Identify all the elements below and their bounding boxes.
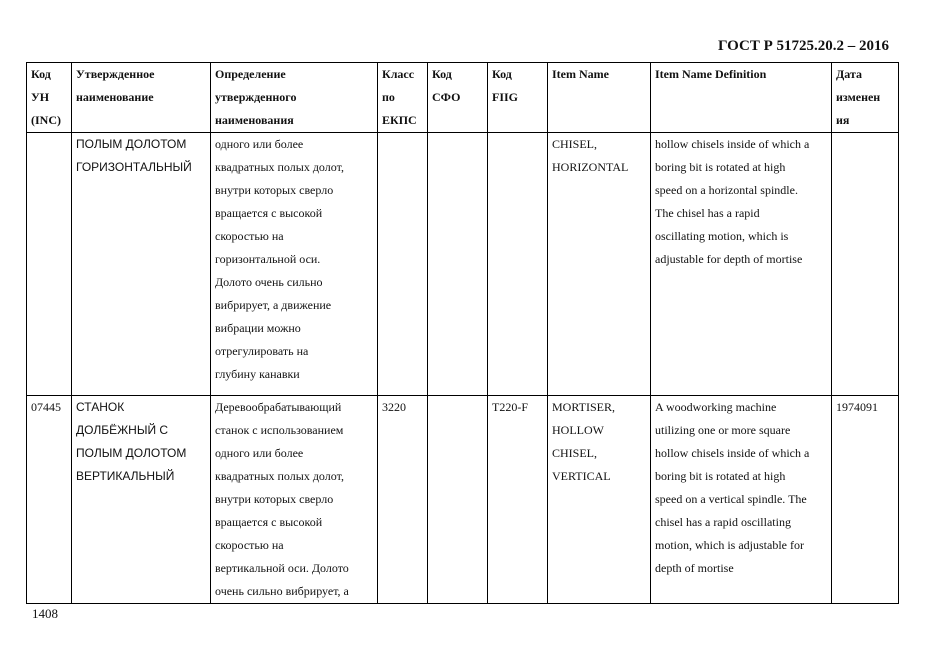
- cell-approved-name: [72, 133, 211, 396]
- cell-item-name-definition: [651, 396, 832, 604]
- cell-line: boring bit is rotated at high: [655, 160, 786, 174]
- cell-line: вертикальной оси. Долото: [215, 561, 349, 575]
- cell-line: chisel has a rapid oscillating: [655, 515, 791, 529]
- cell-fiig-code: [488, 133, 548, 396]
- catalog-table: [26, 62, 899, 604]
- cell-line: внутри которых сверло: [215, 492, 334, 506]
- cell-line: внутри которых сверло: [215, 183, 334, 197]
- cell-line: квадратных полых долот,: [215, 160, 344, 174]
- cell-line: 1974091: [836, 400, 878, 414]
- header-ekps-class: [378, 63, 428, 133]
- cell-line: вращается с высокой: [215, 515, 323, 529]
- header-line: (INC): [31, 113, 61, 127]
- header-inc: [27, 63, 72, 133]
- cell-line: скоростью на: [215, 229, 284, 243]
- cell-line: глубину канавки: [215, 367, 300, 381]
- header-line: Класс: [382, 67, 415, 81]
- cell-line: горизонтальной оси.: [215, 252, 321, 266]
- cell-line: ПОЛЫМ ДОЛОТОМ: [76, 446, 187, 460]
- cell-ekps-class: [378, 396, 428, 604]
- cell-definition: [211, 396, 378, 604]
- cell-item-name: [548, 133, 651, 396]
- header-approved-name: [72, 63, 211, 133]
- cell-line: отрегулировать на: [215, 344, 309, 358]
- header-item-name-definition: [651, 63, 832, 133]
- cell-line: speed on a vertical spindle. The: [655, 492, 807, 506]
- cell-line: CHISEL,: [552, 137, 597, 151]
- cell-fiig-code: [488, 396, 548, 604]
- cell-line: вращается с высокой: [215, 206, 323, 220]
- cell-change-date: [832, 396, 899, 604]
- header-definition: [211, 63, 378, 133]
- cell-sfo-code: [428, 396, 488, 604]
- cell-inc: [27, 396, 72, 604]
- cell-line: вибрации можно: [215, 321, 301, 335]
- cell-line: The chisel has a rapid: [655, 206, 760, 220]
- cell-line: ДОЛБЁЖНЫЙ С: [76, 423, 169, 437]
- table-row: [27, 133, 899, 396]
- cell-line: speed on a horizontal spindle.: [655, 183, 798, 197]
- cell-inc: [27, 133, 72, 396]
- cell-line: очень сильно вибрирует, а: [215, 584, 349, 598]
- header-line: Утвержденное: [76, 67, 155, 81]
- cell-line: A woodworking machine: [655, 400, 777, 414]
- cell-line: ГОРИЗОНТАЛЬНЫЙ: [76, 160, 192, 174]
- header-line: Item Name Definition: [655, 67, 767, 81]
- cell-line: 07445: [31, 400, 61, 414]
- cell-line: HOLLOW: [552, 423, 604, 437]
- header-line: Дата: [836, 67, 862, 81]
- cell-approved-name: [72, 396, 211, 604]
- cell-line: скоростью на: [215, 538, 284, 552]
- cell-line: станок с использованием: [215, 423, 344, 437]
- cell-line: ВЕРТИКАЛЬНЫЙ: [76, 469, 175, 483]
- cell-item-name-definition: [651, 133, 832, 396]
- cell-line: СТАНОК: [76, 400, 125, 414]
- cell-line: квадратных полых долот,: [215, 469, 344, 483]
- header-line: наименование: [76, 90, 154, 104]
- cell-line: hollow chisels inside of which a: [655, 137, 810, 151]
- cell-line: boring bit is rotated at high: [655, 469, 786, 483]
- cell-line: 3220: [382, 400, 406, 414]
- header-line: ия: [836, 113, 850, 127]
- cell-item-name: [548, 396, 651, 604]
- header-line: Код: [492, 67, 512, 81]
- header-change-date: [832, 63, 899, 133]
- header-line: по: [382, 90, 395, 104]
- cell-line: одного или более: [215, 137, 304, 151]
- header-line: ЕКПС: [382, 113, 417, 127]
- cell-line: adjustable for depth of mortise: [655, 252, 803, 266]
- header-line: утвержденного: [215, 90, 297, 104]
- page-number: 1408: [32, 606, 58, 621]
- cell-ekps-class: [378, 133, 428, 396]
- header-row: [27, 63, 899, 133]
- cell-line: depth of mortise: [655, 561, 734, 575]
- cell-line: oscillating motion, which is: [655, 229, 789, 243]
- header-sfo-code: [428, 63, 488, 133]
- table-body: [27, 133, 899, 604]
- cell-line: T220-F: [492, 400, 528, 414]
- cell-line: motion, which is adjustable for: [655, 538, 804, 552]
- document-code: ГОСТ Р 51725.20.2 – 2016: [717, 38, 889, 54]
- header-line: FIIG: [492, 90, 519, 104]
- header-line: Код: [31, 67, 51, 81]
- header-line: Определение: [215, 67, 286, 81]
- header-line: Item Name: [552, 67, 609, 81]
- header-item-name: [548, 63, 651, 133]
- header-line: изменен: [836, 90, 881, 104]
- cell-line: Деревообрабатывающий: [215, 400, 342, 414]
- cell-line: hollow chisels inside of which a: [655, 446, 810, 460]
- cell-definition: [211, 133, 378, 396]
- header-line: наименования: [215, 113, 294, 127]
- cell-sfo-code: [428, 133, 488, 396]
- cell-change-date: [832, 133, 899, 396]
- cell-line: ПОЛЫМ ДОЛОТОМ: [76, 137, 187, 151]
- cell-line: MORTISER,: [552, 400, 615, 414]
- header-line: УН: [31, 90, 50, 104]
- header-line: Код: [432, 67, 452, 81]
- cell-line: Долото очень сильно: [215, 275, 323, 289]
- cell-line: HORIZONTAL: [552, 160, 629, 174]
- table-row: [27, 396, 899, 604]
- header-line: СФО: [432, 90, 461, 104]
- cell-line: VERTICAL: [552, 469, 611, 483]
- header-fiig-code: [488, 63, 548, 133]
- cell-line: вибрирует, а движение: [215, 298, 332, 312]
- cell-line: CHISEL,: [552, 446, 597, 460]
- cell-line: utilizing one or more square: [655, 423, 791, 437]
- cell-line: одного или более: [215, 446, 304, 460]
